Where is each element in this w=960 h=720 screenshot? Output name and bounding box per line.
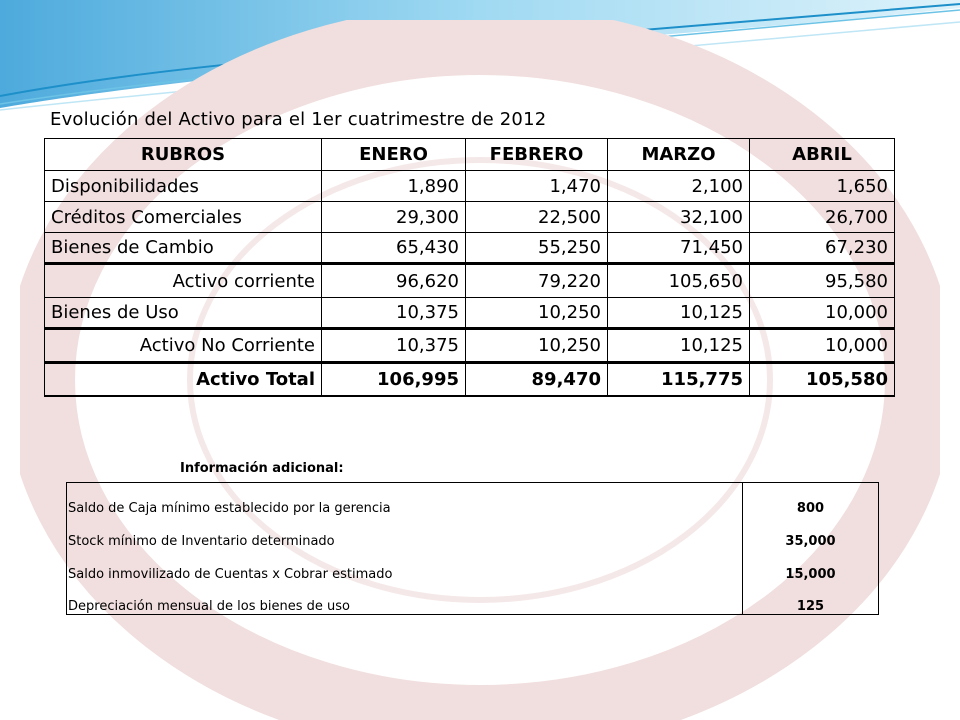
row-label: Bienes de Uso bbox=[45, 298, 322, 329]
asset-evolution-table bbox=[44, 138, 895, 397]
cell-value: 10,375 bbox=[322, 298, 466, 329]
cell-value: 32,100 bbox=[608, 202, 750, 233]
row-label: Activo No Corriente bbox=[45, 329, 322, 363]
cell-value: 10,375 bbox=[322, 329, 466, 363]
cell-value: 10,125 bbox=[608, 329, 750, 363]
column-header-abril: ABRIL bbox=[750, 139, 895, 171]
cell-value: 105,650 bbox=[608, 264, 750, 298]
cell-value: 22,500 bbox=[466, 202, 608, 233]
cell-value: 1,890 bbox=[322, 171, 466, 202]
info-description: Saldo de Caja mínimo establecido por la gerencia bbox=[68, 500, 391, 516]
column-header-febrero: FEBRERO bbox=[466, 139, 608, 171]
row-label: Bienes de Cambio bbox=[45, 233, 322, 264]
info-row bbox=[67, 483, 879, 516]
table-header-row bbox=[45, 139, 895, 171]
table-row bbox=[45, 171, 895, 202]
cell-value: 105,580 bbox=[750, 363, 895, 396]
info-description: Saldo inmovilizado de Cuentas x Cobrar estimado bbox=[68, 566, 393, 582]
cell-value: 115,775 bbox=[608, 363, 750, 396]
cell-value: 95,580 bbox=[750, 264, 895, 298]
cell-value: 55,250 bbox=[466, 233, 608, 264]
column-header-enero: ENERO bbox=[322, 139, 466, 171]
info-description: Depreciación mensual de los bienes de uso bbox=[68, 599, 350, 614]
cell-value: 67,230 bbox=[750, 233, 895, 264]
info-row bbox=[67, 516, 879, 549]
column-header-marzo: MARZO bbox=[608, 139, 750, 171]
cell-value: 1,650 bbox=[750, 171, 895, 202]
cell-value: 89,470 bbox=[466, 363, 608, 396]
cell-value: 2,100 bbox=[608, 171, 750, 202]
info-value: 35,000 bbox=[743, 516, 879, 549]
cell-value: 10,250 bbox=[466, 329, 608, 363]
cell-value: 65,430 bbox=[322, 233, 466, 264]
total-row bbox=[45, 363, 895, 396]
subtotal-row bbox=[45, 264, 895, 298]
row-label: Créditos Comerciales bbox=[45, 202, 322, 233]
cell-value: 10,250 bbox=[466, 298, 608, 329]
column-header-rubros: RUBROS bbox=[45, 139, 322, 171]
cell-value: 79,220 bbox=[466, 264, 608, 298]
row-label: Activo Total bbox=[45, 363, 322, 396]
subtotal-row bbox=[45, 329, 895, 363]
cell-value: 26,700 bbox=[750, 202, 895, 233]
table-row bbox=[45, 298, 895, 329]
info-row bbox=[67, 549, 879, 582]
info-description: Stock mínimo de Inventario determinado bbox=[68, 533, 335, 549]
row-label: Activo corriente bbox=[45, 264, 322, 298]
info-value: 125 bbox=[743, 582, 879, 615]
info-row bbox=[67, 582, 879, 615]
cell-value: 71,450 bbox=[608, 233, 750, 264]
additional-info-table bbox=[66, 482, 879, 615]
page-title: Evolución del Activo para el 1er cuatrimestre de 2012 bbox=[50, 109, 547, 130]
cell-value: 1,470 bbox=[466, 171, 608, 202]
cell-value: 10,000 bbox=[750, 329, 895, 363]
cell-value: 10,000 bbox=[750, 298, 895, 329]
cell-value: 29,300 bbox=[322, 202, 466, 233]
row-label: Disponibilidades bbox=[45, 171, 322, 202]
info-value: 800 bbox=[743, 483, 879, 516]
table-row bbox=[45, 233, 895, 264]
cell-value: 96,620 bbox=[322, 264, 466, 298]
table-row bbox=[45, 202, 895, 233]
additional-info-label: Información adicional: bbox=[180, 461, 344, 476]
info-value: 15,000 bbox=[743, 549, 879, 582]
cell-value: 10,125 bbox=[608, 298, 750, 329]
cell-value: 106,995 bbox=[322, 363, 466, 396]
